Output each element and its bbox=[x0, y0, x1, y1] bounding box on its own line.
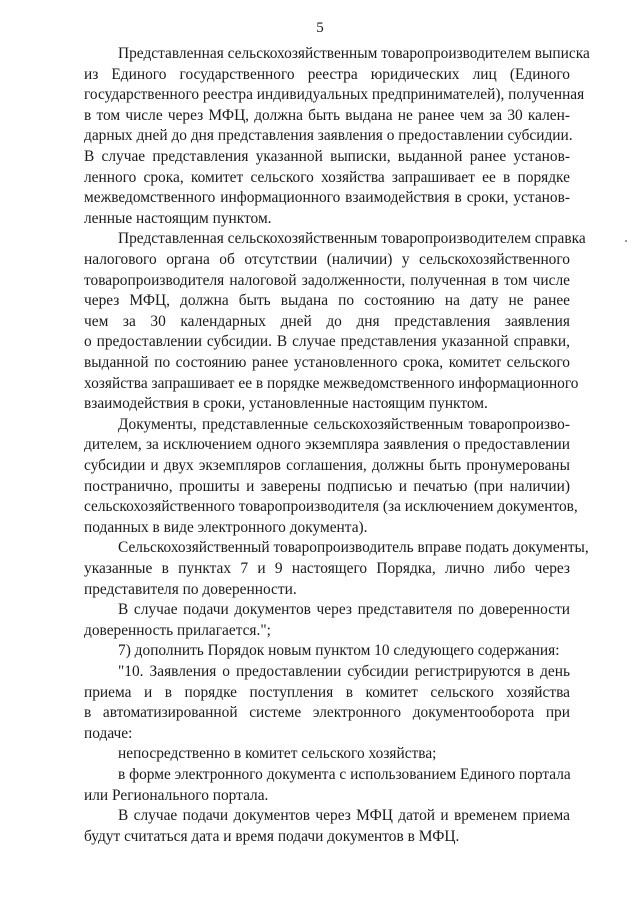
paragraph-4-line-1: Сельскохозяйственный товаропроизводитель вправе подать документы, bbox=[118, 539, 589, 556]
paragraph-8-line-1: непосредственно в комитет сельского хозяйства; bbox=[118, 745, 437, 762]
paragraph-1-line-8: межведомственного информационного взаимодействия в сроки, установ- bbox=[84, 189, 570, 206]
paragraph-7-line-4: подаче: bbox=[84, 725, 133, 742]
paragraph-2-line-2: налогового органа об отсутствии (наличии) у сельскохозяйственного bbox=[84, 251, 570, 268]
paragraph-3-line-6: поданных в виде электронного документа). bbox=[84, 519, 368, 536]
paragraph-2-line-7: выданной по состоянию ранее установленного срока, комитет сельского bbox=[84, 354, 570, 371]
paragraph-7-line-3: в автоматизированной системе электронного документооборота при bbox=[84, 704, 570, 721]
paragraph-3-line-3: субсидии и двух экземпляров соглашения, должны быть пронумерованы bbox=[84, 457, 570, 474]
paragraph-10-line-2: будут считаться дата и время подачи документов в МФЦ. bbox=[84, 828, 460, 845]
paragraph-2-line-8: хозяйства запрашивает ее в порядке межведомственного информационного bbox=[84, 375, 579, 392]
paragraph-2-line-3: товаропроизводителя налоговой задолженности, полученная в том числе bbox=[84, 272, 570, 289]
paragraph-1-line-7: ленного срока, комитет сельского хозяйства запрашивает ее в порядке bbox=[84, 169, 570, 186]
paragraph-1-line-3: государственного реестра индивидуальных предпринимателей), полученная bbox=[84, 86, 585, 103]
paragraph-1-line-4: в том числе через МФЦ, должна быть выдана не ранее чем за 30 кален- bbox=[84, 107, 570, 124]
paragraph-7-line-1: "10. Заявления о предоставлении субсидии регистрируются в день bbox=[118, 663, 570, 680]
paragraph-1-line-9: ленные настоящим пунктом. bbox=[84, 210, 272, 227]
page-number: 5 bbox=[316, 20, 324, 36]
paragraph-5-line-2: доверенность прилагается."; bbox=[84, 622, 271, 639]
paragraph-3-line-2: дителем, за исключением одного экземпляра заявления о предоставлении bbox=[84, 436, 570, 453]
paragraph-3-line-4: постранично, прошиты и заверены подписью и печатью (при наличии) bbox=[84, 478, 570, 495]
paragraph-3-line-1: Документы, представленные сельскохозяйственным товаропроизво- bbox=[118, 416, 570, 433]
paragraph-2-line-5: чем за 30 календарных дней до дня представления заявления bbox=[84, 313, 570, 330]
paragraph-7-line-2: приема и в порядке поступления в комитет сельского хозяйства bbox=[84, 684, 570, 701]
paragraph-5-line-1: В случае подачи документов через представителя по доверенности bbox=[118, 601, 570, 618]
paragraph-1-line-6: В случае представления указанной выписки, выданной ранее установ- bbox=[84, 148, 570, 165]
scan-speck bbox=[625, 240, 627, 242]
paragraph-1-line-2: из Единого государственного реестра юридических лиц (Единого bbox=[84, 66, 570, 83]
paragraph-9-line-1: в форме электронного документа с использованием Единого портала bbox=[118, 766, 571, 783]
paragraph-10-line-1: В случае подачи документов через МФЦ датой и временем приема bbox=[118, 807, 570, 824]
paragraph-6-line-1: 7) дополнить Порядок новым пунктом 10 следующего содержания: bbox=[118, 642, 560, 659]
paragraph-2-line-9: взаимодействия в сроки, установленные настоящим пунктом. bbox=[84, 395, 488, 412]
paragraph-1-line-5: дарных дней до дня представления заявления о предоставлении субсидии. bbox=[84, 127, 573, 144]
paragraph-2-line-6: о предоставлении субсидии. В случае представления указанной справки, bbox=[84, 333, 570, 350]
paragraph-1-line-1: Представленная сельскохозяйственным товаропроизводителем выписка bbox=[118, 45, 590, 62]
paragraph-9-line-2: или Регионального портала. bbox=[84, 787, 269, 804]
paragraph-3-line-5: сельскохозяйственного товаропроизводителя (за исключением документов, bbox=[84, 498, 578, 515]
paragraph-2-line-4: через МФЦ, должна быть выдана по состоянию на дату не ранее bbox=[84, 292, 570, 309]
paragraph-2-line-1: Представленная сельскохозяйственным товаропроизводителем справка bbox=[118, 230, 586, 247]
paragraph-4-line-2: указанные в пунктах 7 и 9 настоящего Порядка, лично либо через bbox=[84, 560, 570, 577]
paragraph-4-line-3: представителя по доверенности. bbox=[84, 581, 297, 598]
